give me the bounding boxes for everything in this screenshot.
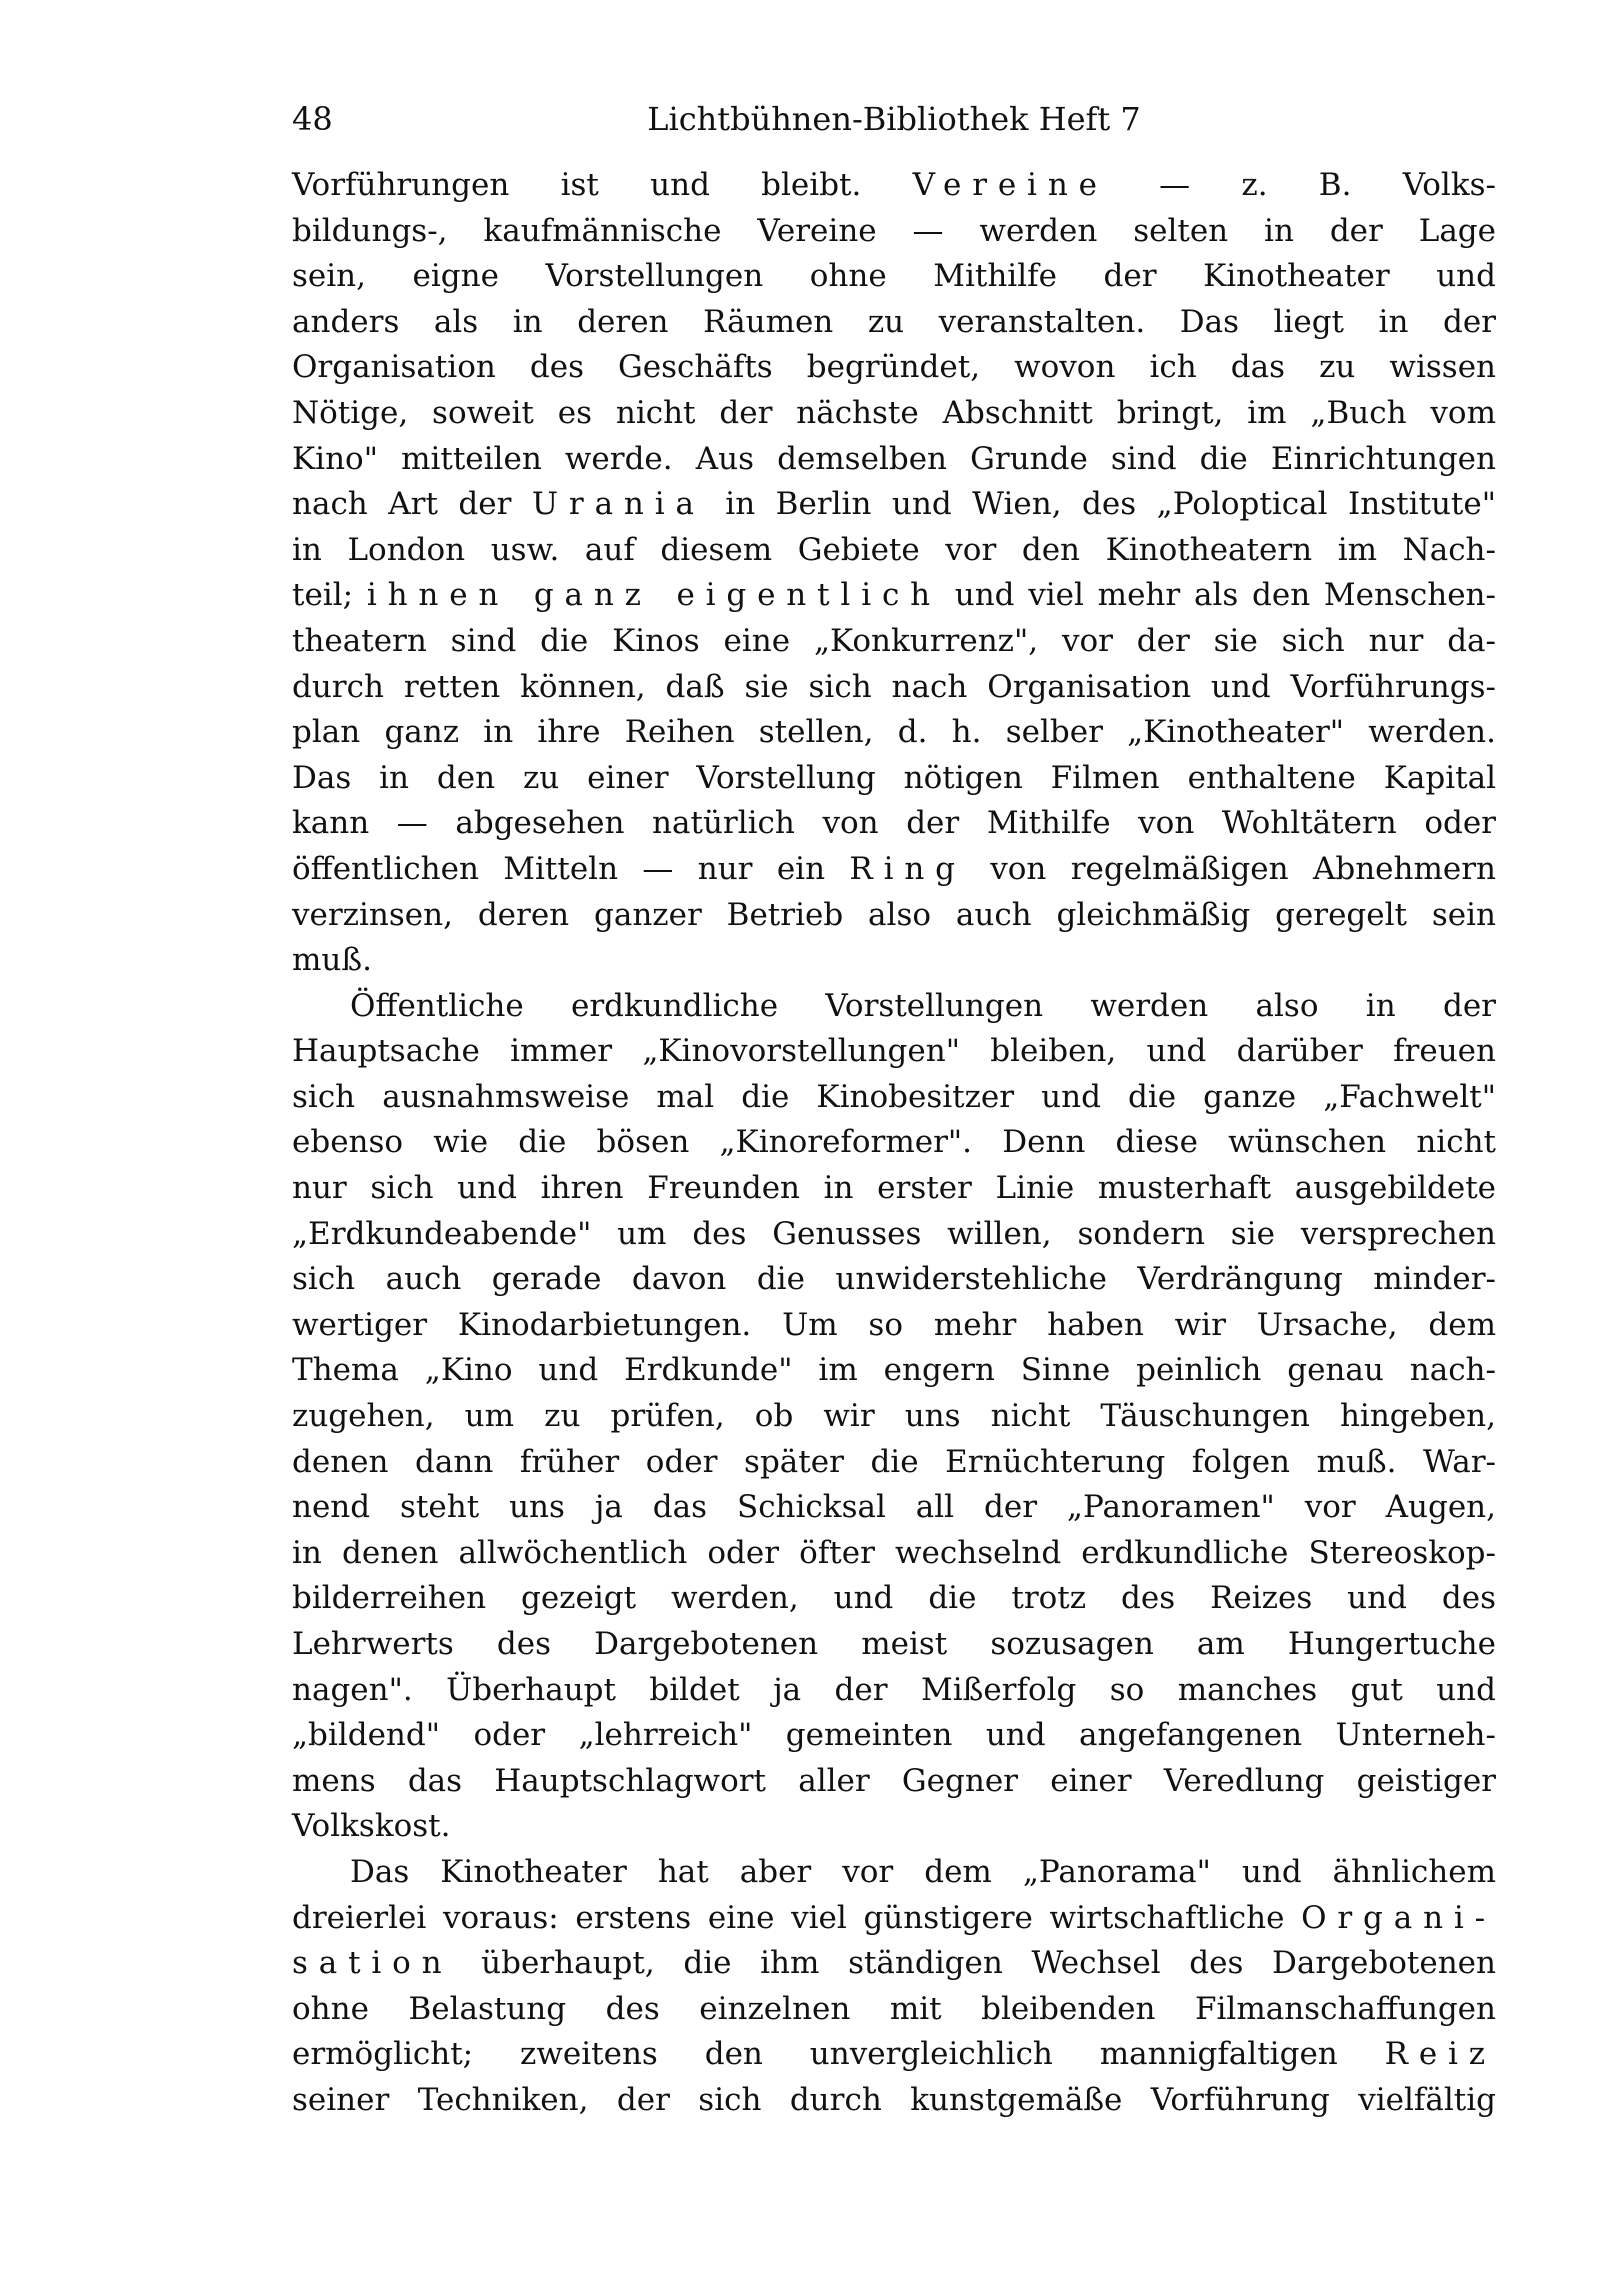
text-run: Vorführungen ist und bleibt. [292, 167, 913, 203]
text-run: kann — abgesehen natürlich von der Mithilfe von Wohltätern oder [292, 805, 1496, 842]
text-line [292, 437, 1496, 483]
spaced-emphasis: sation [292, 1945, 453, 1982]
text-run: in London usw. auf diesem Gebiete vor den Kinotheatern im Nach- [292, 531, 1496, 568]
text-line [292, 756, 1496, 802]
running-title: Lichtbühnen-Bibliothek Heft 7 [647, 100, 1141, 138]
text-run: von regelmäßigen Abnehmern [965, 850, 1496, 887]
text-line [292, 254, 1496, 300]
text-run: Nötige, soweit es nicht der nächste Abschnitt bringt, im „Buch vom [292, 394, 1496, 431]
text-run: ermöglicht; zweitens den unvergleichlich mannigfaltigen [292, 2036, 1385, 2073]
text-line [292, 1941, 1496, 1987]
spaced-emphasis: ihnen ganz eigentlich [366, 577, 941, 614]
text-line [292, 1622, 1496, 1668]
text-run: „Erdkundeabende" um des Genusses willen, sondern sie versprechen [292, 1215, 1496, 1252]
text-line [292, 300, 1496, 346]
text-line [292, 1531, 1496, 1577]
text-line [292, 1850, 1496, 1896]
text-run: zugehen, um zu prüfen, ob wir uns nicht Täuschungen hingeben, [292, 1398, 1496, 1435]
text-line [292, 665, 1496, 711]
text-line [292, 1029, 1496, 1075]
text-run: wertiger Kinodarbietungen. Um so mehr haben wir Ursache, dem [292, 1306, 1496, 1343]
text-line [292, 1804, 1496, 1850]
text-run: in denen allwöchentlich oder öfter wechselnd erdkundliche Stereoskop- [292, 1534, 1496, 1571]
text-run: nend steht uns ja das Schicksal all der „Panoramen" vor Augen, [292, 1489, 1496, 1526]
text-run: seiner Techniken, der sich durch kunstgemäße Vorführung vielfältig [292, 2081, 1496, 2118]
text-run: muß. [292, 942, 372, 979]
text-run: sich ausnahmsweise mal die Kinobesitzer und die ganze „Fachwelt" [292, 1078, 1496, 1115]
spaced-emphasis: Reiz [1384, 2036, 1496, 2073]
text-run: „bildend" oder „lehrreich" gemeinten und angefangenen Unterneh- [292, 1717, 1496, 1754]
text-run: — z. B. Volks- [1107, 167, 1496, 203]
text-run: dreierlei voraus: erstens eine viel günstigere wirtschaftliche [292, 1899, 1302, 1936]
text-line [292, 163, 1496, 209]
text-line [292, 2032, 1496, 2078]
text-run: Lehrwerts des Dargebotenen meist sozusagen am Hungertuche [292, 1626, 1496, 1662]
text-run: in Berlin und Wien, des „Poloptical Institute" [704, 486, 1496, 523]
text-line [292, 1166, 1496, 1212]
text-line [292, 1896, 1496, 1942]
text-line [292, 2078, 1496, 2124]
text-line [292, 1759, 1496, 1805]
page-number: 48 [292, 100, 333, 138]
text-line [292, 1394, 1496, 1440]
text-line [292, 573, 1496, 619]
text-line [292, 1440, 1496, 1486]
text-run: durch retten können, daß sie sich nach Organisation und Vorführungs- [292, 668, 1496, 705]
text-line [292, 482, 1496, 528]
text-run: Hauptsache immer „Kinovorstellungen" bleiben, und darüber freuen [292, 1033, 1496, 1070]
text-run: nagen". Überhaupt bildet ja der Mißerfolg so manches gut und [292, 1671, 1496, 1708]
text-run: anders als in deren Räumen zu veranstalten. Das liegt in der [292, 303, 1496, 340]
text-run: Thema „Kino und Erdkunde" im engern Sinne peinlich genau nach- [292, 1352, 1496, 1389]
text-run: Öffentliche erdkundliche Vorstellungen werden also in der [350, 987, 1496, 1024]
text-run: nach Art der [292, 486, 532, 523]
text-run: verzinsen, deren ganzer Betrieb also auch gleichmäßig geregelt sein [292, 896, 1496, 933]
text-line [292, 209, 1496, 255]
text-line [292, 1987, 1496, 2033]
text-line [292, 1348, 1496, 1394]
text-run: ohne Belastung des einzelnen mit bleibenden Filmanschaffungen [292, 1990, 1496, 2027]
text-line [292, 391, 1496, 437]
spaced-emphasis: Ring [849, 850, 966, 887]
text-run: öffentlichen Mitteln — nur ein [292, 850, 850, 887]
text-line [292, 528, 1496, 574]
text-line [292, 1303, 1496, 1349]
spaced-emphasis: Organi- [1301, 1899, 1496, 1936]
text-line [292, 1668, 1496, 1714]
text-line [292, 1485, 1496, 1531]
text-line [292, 1120, 1496, 1166]
text-run: nur sich und ihren Freunden in erster Linie musterhaft ausgebildete [292, 1170, 1496, 1207]
text-line [292, 847, 1496, 893]
text-run: mens das Hauptschlagwort aller Gegner einer Veredlung geistiger [292, 1762, 1496, 1799]
text-line [292, 938, 1496, 984]
text-run: theatern sind die Kinos eine „Konkurrenz", vor der sie sich nur da- [292, 622, 1496, 659]
text-run: Das Kinotheater hat aber vor dem „Panorama" und ähnlichem [350, 1853, 1496, 1890]
text-run: Volkskost. [292, 1808, 451, 1845]
text-line [292, 1075, 1496, 1121]
text-line [292, 1576, 1496, 1622]
text-line [292, 1713, 1496, 1759]
text-run: teil; [292, 577, 367, 614]
text-run: Kino" mitteilen werde. Aus demselben Grunde sind die Einrichtungen [292, 440, 1496, 477]
text-run: und viel mehr als den Menschen- [940, 577, 1496, 614]
text-line [292, 619, 1496, 665]
text-run: ebenso wie die bösen „Kinoreformer". Denn diese wünschen nicht [292, 1124, 1496, 1161]
text-line [292, 893, 1496, 939]
text-line [292, 984, 1496, 1030]
text-run: plan ganz in ihre Reihen stellen, d. h. selber „Kinotheater" werden. [292, 714, 1496, 751]
text-run: sein, eigne Vorstellungen ohne Mithilfe der Kinotheater und [292, 258, 1496, 295]
spaced-emphasis: Vereine [912, 167, 1108, 203]
text-run: Das in den zu einer Vorstellung nötigen Filmen enthaltene Kapital [292, 759, 1496, 796]
text-run: Organisation des Geschäfts begründet, wovon ich das zu wissen [292, 349, 1496, 386]
text-line [292, 1257, 1496, 1303]
text-run: sich auch gerade davon die unwiderstehliche Verdrängung minder- [292, 1261, 1496, 1298]
text-line [292, 710, 1496, 756]
text-run: bildungs-, kaufmännische Vereine — werden selten in der Lage [292, 212, 1496, 249]
text-run: überhaupt, die ihm ständigen Wechsel des Dargebotenen [452, 1945, 1496, 1982]
text-run: denen dann früher oder später die Ernüchterung folgen muß. War- [292, 1443, 1496, 1480]
text-line [292, 801, 1496, 847]
body-text [292, 163, 1496, 2124]
text-line [292, 1212, 1496, 1258]
text-line [292, 345, 1496, 391]
spaced-emphasis: Urania [531, 486, 705, 523]
page-header [292, 100, 1496, 150]
text-run: bilderreihen gezeigt werden, und die trotz des Reizes und des [292, 1580, 1496, 1617]
